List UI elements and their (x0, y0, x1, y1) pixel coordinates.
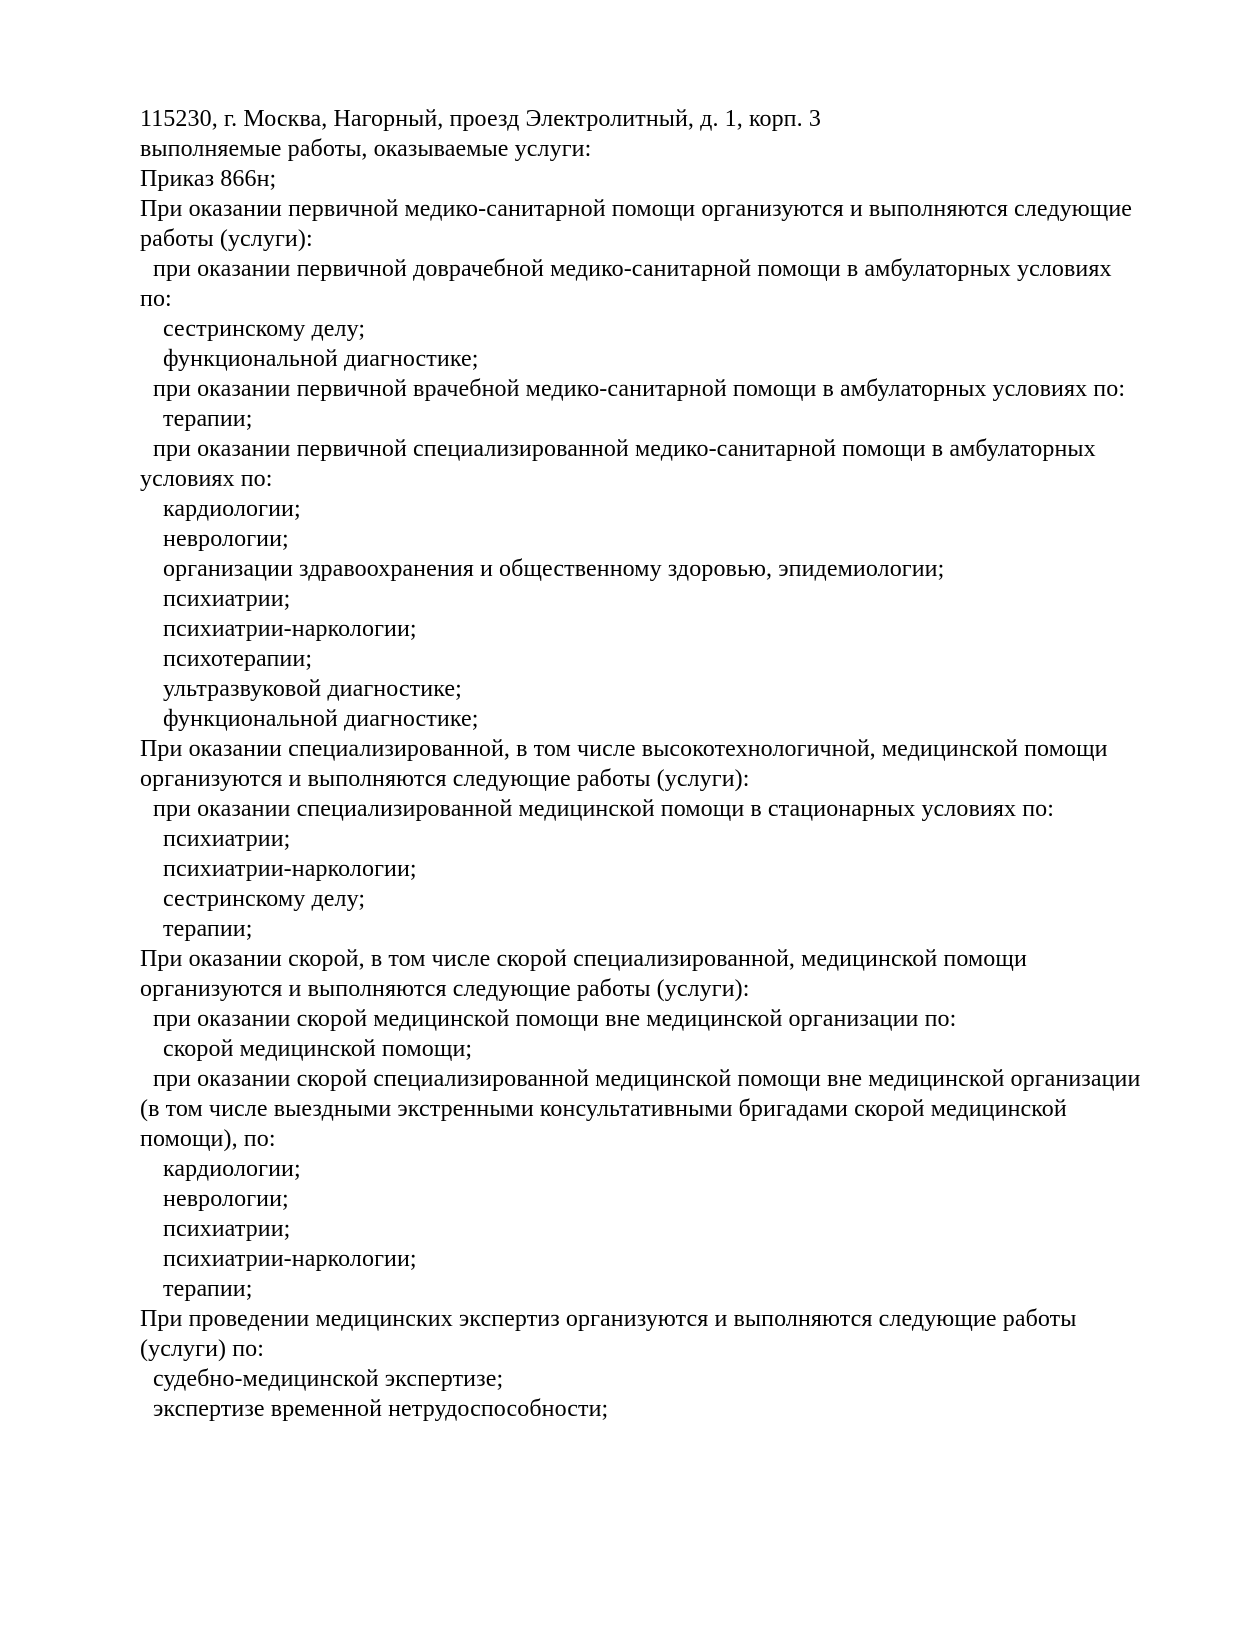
text-line: терапии; (163, 1276, 253, 1302)
text-line: При оказании специализированной, в том числе высокотехнологичной, медицинской помощи (140, 736, 1108, 762)
text-line: организации здравоохранения и общественному здоровью, эпидемиологии; (163, 556, 945, 582)
text-line: при оказании первичной доврачебной медико-санитарной помощи в амбулаторных условиях (153, 256, 1112, 282)
text-line: по: (140, 286, 172, 312)
text-line: психиатрии; (163, 826, 291, 852)
text-line: функциональной диагностике; (163, 346, 479, 372)
text-line: кардиологии; (163, 496, 301, 522)
text-line: психиатрии; (163, 1216, 291, 1242)
text-line: психиатрии-наркологии; (163, 856, 417, 882)
text-line: При оказании скорой, в том числе скорой специализированной, медицинской помощи (140, 946, 1027, 972)
text-line: при оказании первичной врачебной медико-санитарной помощи в амбулаторных условиях по: (153, 376, 1126, 402)
text-line: (услуги) по: (140, 1336, 265, 1362)
text-line: 115230, г. Москва, Нагорный, проезд Электролитный, д. 1, корп. 3 (140, 106, 821, 132)
text-line: терапии; (163, 406, 253, 432)
text-line: при оказании специализированной медицинской помощи в стационарных условиях по: (153, 796, 1055, 822)
text-line: организуются и выполняются следующие работы (услуги): (140, 976, 750, 1002)
text-line: скорой медицинской помощи; (163, 1036, 473, 1062)
text-line: психотерапии; (163, 646, 313, 672)
text-line: сестринскому делу; (163, 886, 366, 912)
text-line: психиатрии-наркологии; (163, 1246, 417, 1272)
text-line: помощи), по: (140, 1126, 276, 1152)
text-line: организуются и выполняются следующие работы (услуги): (140, 766, 750, 792)
text-line: работы (услуги): (140, 226, 313, 252)
text-line: судебно-медицинской экспертизе; (153, 1366, 504, 1392)
document-text (140, 104, 1200, 1424)
text-line: ультразвуковой диагностике; (163, 676, 462, 702)
text-line: неврологии; (163, 1186, 289, 1212)
text-line: функциональной диагностике; (163, 706, 479, 732)
text-line: выполняемые работы, оказываемые услуги: (140, 136, 592, 162)
text-line: при оказании скорой медицинской помощи вне медицинской организации по: (153, 1006, 957, 1032)
text-line: при оказании первичной специализированной медико-санитарной помощи в амбулаторных (153, 436, 1096, 462)
text-line: (в том числе выездными экстренными консультативными бригадами скорой медицинской (140, 1096, 1067, 1122)
text-line: При проведении медицинских экспертиз организуются и выполняются следующие работы (140, 1306, 1077, 1332)
text-line: психиатрии-наркологии; (163, 616, 417, 642)
text-line: кардиологии; (163, 1156, 301, 1182)
text-line: При оказании первичной медико-санитарной помощи организуются и выполняются следующие (140, 196, 1133, 222)
text-line: условиях по: (140, 466, 273, 492)
text-line: терапии; (163, 916, 253, 942)
text-line: при оказании скорой специализированной медицинской помощи вне медицинской организации (153, 1066, 1141, 1092)
text-line: экспертизе временной нетрудоспособности; (153, 1396, 609, 1422)
text-line: Приказ 866н; (140, 166, 277, 192)
text-line: сестринскому делу; (163, 316, 366, 342)
text-line: психиатрии; (163, 586, 291, 612)
text-line: неврологии; (163, 526, 289, 552)
